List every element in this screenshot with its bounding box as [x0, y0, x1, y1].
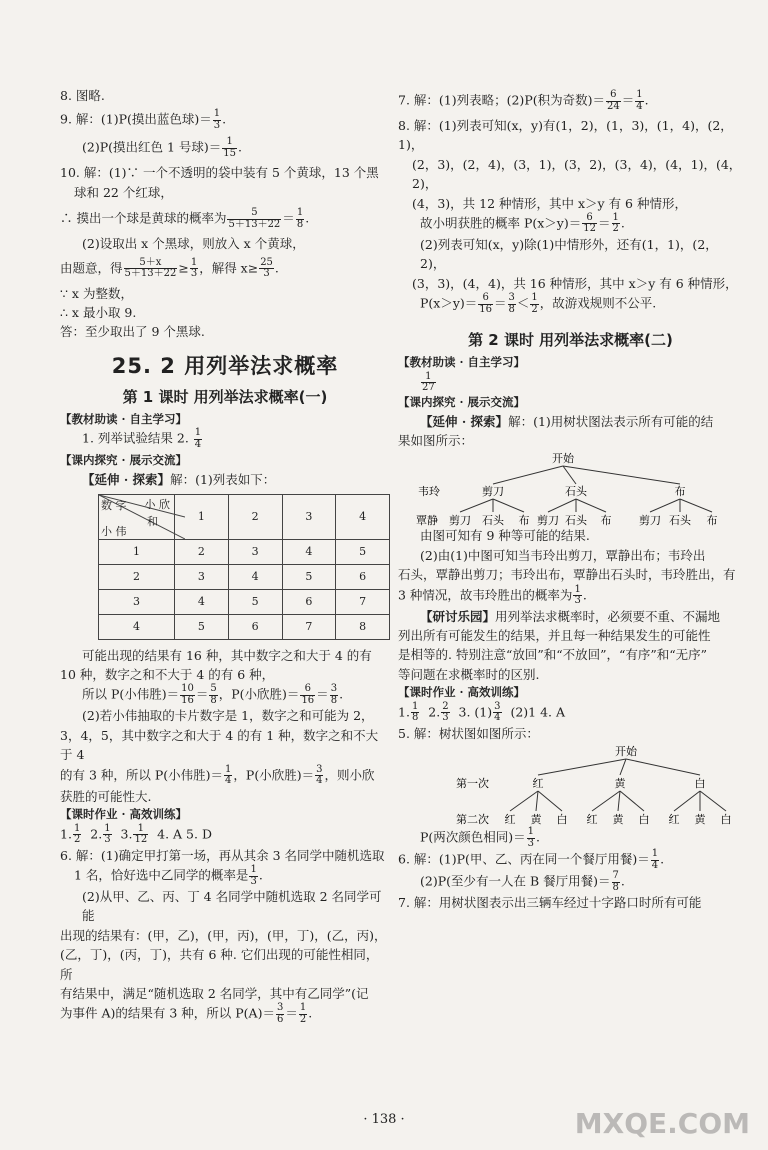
answer-6-line7: 为事件 A)的结果有 3 种，所以 P(A)＝ $\frac{3}{6}$ ＝ $\frac{1}{2}$ .	[60, 1002, 313, 1025]
answer-8-line3: (4，3)，共 12 种情形，其中 x＞y 有 6 种情形，	[412, 195, 687, 211]
explore2-line1	[398, 412, 743, 431]
fraction: $\frac{1}{12}$	[134, 822, 148, 846]
text: 为事件 A)的结果有 3 种，所以 P(A)＝	[60, 1005, 275, 1021]
table-header-cell: 1	[175, 494, 229, 539]
text: 6. 解：(1)P(甲、乙、丙在同一个餐厅用餐)＝	[398, 851, 650, 867]
table-cell: 6	[336, 564, 390, 589]
table-cell: 6	[228, 614, 282, 639]
fraction: $\frac{5}{8}$	[210, 683, 217, 706]
tree-leaf: 石头	[482, 514, 504, 527]
explore-line2: 10 种，数字之和不大于 4 的有 6 种，	[60, 667, 275, 682]
text: (2)P(至少有一人在 B 餐厅用餐)＝	[420, 873, 611, 889]
table-cell: 3	[175, 564, 229, 589]
row-label: 3	[99, 589, 175, 614]
tree-leaf: 红	[504, 813, 516, 827]
text: 7. 解：(1)列表略；(2)P(积为奇数)＝	[398, 92, 605, 108]
answer-8-line1: 8. 解：(1)列表可知(x，y)有(1，2)，(1，3)，(1，4)，(2，1)，	[398, 118, 733, 153]
fraction: $\frac{3}{4}$	[316, 763, 323, 786]
row-label: 1	[99, 539, 175, 564]
table-header-cell: 2	[228, 494, 282, 539]
fraction: $\frac{6}{12}$	[583, 211, 596, 235]
table-header-cell: 4	[336, 494, 390, 539]
tree-leaf: 红	[586, 813, 598, 827]
corner-label: 数 字	[101, 498, 127, 512]
corner-label: 和	[147, 514, 158, 528]
answer-6-line5: (乙，丁)，(丙，丁)，共有 6 种. 它们出现的可能性相同，所	[60, 947, 379, 982]
fraction: $\frac{5}{5+13+22}$	[228, 207, 281, 230]
fraction: $\frac{6}{24}$	[606, 89, 620, 112]
level2-label: 第二次	[456, 813, 489, 827]
answer-8-line7: P(x＞y)＝ $\frac{6}{16}$ ＝ $\frac{3}{8}$ ＜ $\frac{1}{2}$ ，故游戏规则不公平.	[420, 292, 657, 315]
fraction: $\frac{3}{6}$	[276, 1002, 284, 1025]
fraction: $\frac{3}{4}$	[494, 700, 501, 724]
lesson2-answer	[398, 372, 743, 394]
table-cell: 6	[282, 589, 336, 614]
answer-5-result: P(两次颜色相同)＝ $\frac{1}{3}$ .	[420, 826, 541, 849]
explore2-line3: 由图可知有 9 种等可能的结果.	[420, 528, 590, 544]
table-cell: 8	[336, 614, 390, 639]
tree-leaf: 白	[638, 813, 650, 827]
left-column	[60, 80, 390, 1025]
explore-line5: 3，4，5，其中数字之和大于 4 的有 1 种，数字之和不大于 4	[60, 727, 379, 763]
explore-line4: (2)若小伟抽取的卡片数字是 1，数字之和可能为 2，	[82, 708, 374, 724]
tree-leaf: 布	[518, 514, 530, 527]
tree-node: 黄	[614, 777, 626, 791]
table-cell: 4	[175, 589, 229, 614]
tree-leaf: 剪刀	[449, 514, 471, 527]
fraction: $\frac{5+x}{5+13+22}$	[124, 256, 177, 279]
answer-8: 8. 图略.	[60, 88, 105, 103]
fraction: $\frac{1}{15}$	[223, 136, 237, 159]
tag-homework: 【课时作业 · 高效训练】	[60, 806, 188, 821]
answer-10-line7: ∴ x 最小取 9.	[60, 304, 137, 320]
fraction: $\frac{1}{3}$	[104, 822, 111, 846]
explore-intro	[60, 470, 390, 489]
answer-8-line5: (2)列表可知(x，y)除(1)中情形外，还有(1，1)，(2，2)，	[420, 236, 718, 272]
tag-homework-2: 【课时作业 · 高效训练】	[398, 685, 526, 699]
answer-6-line4: 出现的结果有：(甲，乙)，(甲，丙)，(甲，丁)，(乙，丙)，	[60, 927, 387, 943]
text: P(两次颜色相同)＝	[420, 829, 526, 845]
text: 1 名，恰好选中乙同学的概率是	[74, 867, 249, 883]
label: 【研讨乐园】	[420, 608, 496, 624]
answer-5: 5. 解：树状图如图所示：	[398, 725, 539, 741]
text: 解：(1)用树状图法表示所有可能的结	[508, 413, 714, 429]
answer-6-line3: (2)从甲、乙、丙、丁 4 名同学中随机选取 2 名同学可能	[82, 889, 382, 924]
text: 1. 列举试验结果 2.	[82, 430, 189, 446]
answer-8-line4: 故小明获胜的概率 P(x＞y)＝ $\frac{6}{12}$ ＝ $\frac{1}{2}$ .	[420, 211, 625, 235]
fraction: $\frac{6}{16}$	[301, 683, 315, 706]
fraction: $\frac{1}{3}$	[213, 108, 221, 131]
table-corner	[99, 494, 175, 539]
fraction: $\frac{1}{2}$	[531, 292, 538, 315]
tree-leaf: 石头	[565, 514, 587, 527]
answer-10-line5: 由题意，得 $\frac{5+x}{5+13+22}$ ≥ $\frac{1}{3}$ ，解得 x≥ $\frac{25}{3}$ .	[60, 256, 279, 279]
answer-6-line2: 1 名，恰好选中乙同学的概率是 $\frac{1}{3}$ .	[74, 864, 263, 887]
text: 的有 3 种，所以 P(小伟胜)＝	[60, 767, 224, 782]
label: 【延伸 · 探索】	[82, 472, 171, 488]
answer-10-line6: ∵ x 为整数，	[60, 285, 133, 301]
fraction: $\frac{6}{16}$	[479, 292, 493, 315]
explore2-line6: 3 种情况，故韦玲胜出的概率为 $\frac{1}{3}$ .	[398, 583, 587, 606]
text: 解：(1)列表如下：	[170, 472, 276, 488]
explore-line3: 所以 P(小伟胜)＝ $\frac{10}{16}$ ＝ $\frac{5}{8}$ ，P(小欣胜)＝ $\frac{6}{16}$ ＝ $\frac{3}{8}$ .	[82, 683, 344, 706]
fraction: $\frac{1}{2}$	[73, 822, 81, 846]
fraction: $\frac{1}{2}$	[612, 211, 619, 235]
answer-8-line2: (2，3)，(2，4)，(3，1)，(3，2)，(3，4)，(4，1)，(4，2)，	[412, 156, 742, 192]
table-header-cell: 3	[282, 494, 336, 539]
explore-line1: 可能出现的结果有 16 种，其中数字之和大于 4 的有	[82, 647, 372, 663]
text: 所以 P(小伟胜)＝	[82, 686, 180, 702]
text: 9. 解：(1)P(摸出蓝色球)＝	[60, 111, 212, 127]
tree-root: 开始	[615, 745, 637, 759]
answer-6r-line1: 6. 解：(1)P(甲、乙、丙在同一个餐厅用餐)＝ $\frac{1}{4}$ .	[398, 848, 665, 871]
fraction: $\frac{1}{3}$	[574, 583, 581, 606]
watermark: MXQE.COM	[574, 1107, 750, 1140]
answer-6r-line2: (2)P(至少有一人在 B 餐厅用餐)＝ $\frac{7}{8}$ .	[420, 870, 625, 893]
tree-node: 白	[694, 777, 706, 791]
homework2-answers: 1. $\frac{1}{8}$ 2. $\frac{2}{3}$ 3. (1) $\frac{3}{4}$ (2)1 4. A	[398, 700, 566, 724]
table-cell: 5	[282, 564, 336, 589]
table-cell: 7	[282, 614, 336, 639]
tree-leaf: 布	[600, 514, 612, 527]
explore2-line2: 果如图所示：	[398, 433, 474, 448]
corner-label: 小 伟	[101, 524, 127, 538]
tree-leaf: 黄	[612, 813, 624, 827]
text: 由题意，得	[60, 260, 123, 275]
level1-label: 第一次	[456, 777, 489, 791]
text: 3 种情况，故韦玲胜出的概率为	[398, 587, 573, 602]
text: (2)P(摸出红色 1 号球)＝	[82, 139, 222, 155]
table-cell: 3	[228, 539, 282, 564]
tag-textbook-2: 【教材助读 · 自主学习】	[398, 355, 526, 369]
discussion-line4: 等问题在求概率时的区别.	[398, 666, 540, 682]
table-row	[99, 539, 390, 564]
fraction: $\frac{1}{8}$	[296, 207, 304, 230]
tree-root: 开始	[552, 452, 574, 466]
text: ∴ 摸出一个球是黄球的概率为	[60, 210, 227, 226]
fraction: $\frac{1}{4}$	[225, 763, 232, 786]
table-row	[99, 564, 390, 589]
fraction: $\frac{10}{16}$	[181, 683, 194, 706]
explore2-line5: 石头，覃静出剪刀；韦玲出布，覃静出石头时，韦玲胜出，有	[398, 567, 736, 583]
answer-10-line3: ∴ 摸出一个球是黄球的概率为 $\frac{5}{5+13+22}$ ＝ $\frac{1}{8}$ .	[60, 207, 310, 230]
corner-label: 小 欣	[144, 497, 171, 511]
table-cell: 5	[336, 539, 390, 564]
fraction: $\frac{7}{8}$	[612, 870, 619, 893]
sum-table	[98, 494, 390, 640]
tag-explore-2: 【课内探究 · 展示交流】	[398, 394, 526, 409]
tree-node: 石头	[565, 485, 587, 499]
table-row	[99, 589, 390, 614]
fraction: $\frac{1}{8}$	[411, 700, 419, 724]
row-label: 2	[99, 564, 175, 589]
section-title: 25. 2 用列举法求概率	[111, 353, 339, 378]
answer-9-part2: (2)P(摸出红色 1 号球)＝ $\frac{1}{15}$ .	[82, 136, 242, 159]
lesson-2-title: 第 2 课时 用列举法求概率(二)	[468, 331, 673, 349]
fraction: $\frac{1}{4}$	[651, 848, 659, 871]
row-label: 4	[99, 614, 175, 639]
table-cell: 2	[175, 539, 229, 564]
explore-line7: 获胜的可能性大.	[60, 788, 152, 804]
fraction: $\frac{2}{3}$	[442, 700, 449, 724]
tree-leaf: 白	[720, 813, 732, 827]
tree-node: 布	[674, 485, 686, 499]
tree-leaf: 红	[668, 813, 680, 827]
lesson1-answers	[60, 428, 390, 450]
tree-leaf: 白	[556, 813, 568, 827]
answer-6-line1: 6. 解：(1)确定甲打第一场，再从其余 3 名同学中随机选取	[60, 847, 385, 863]
fraction: $\frac{3}{8}$	[508, 292, 515, 315]
answer-10-line8: 答：至少取出了 9 个黑球.	[60, 324, 205, 340]
discussion-line2: 列出所有可能发生的结果，并且每一种结果发生的可能性	[398, 627, 711, 643]
homework-answers: 1. $\frac{1}{2}$ 2. $\frac{1}{3}$ 3. $\frac{1}{12}$ 4. A 5. D	[60, 822, 212, 846]
tree-node: 红	[532, 777, 544, 791]
tree-leaf: 剪刀	[537, 514, 559, 527]
label: 【延伸 · 探索】	[420, 413, 509, 429]
fraction: $\frac{1}{4}$	[194, 427, 202, 450]
table-row	[99, 614, 390, 639]
tree-diagram-colors	[398, 743, 743, 827]
table-cell: 5	[175, 614, 229, 639]
answer-10-line2: 球和 22 个红球，	[74, 184, 173, 200]
explore2-line4: (2)由(1)中图可知当韦玲出剪刀，覃静出布；韦玲出	[420, 547, 706, 563]
tree-leaf: 石头	[669, 514, 691, 527]
fraction: $\frac{1}{27}$	[422, 370, 435, 394]
level2-label: 覃静	[416, 514, 438, 527]
tree-node: 剪刀	[482, 485, 504, 499]
table-cell: 5	[228, 589, 282, 614]
page-number: · 138 ·	[363, 1112, 405, 1127]
table-cell: 4	[282, 539, 336, 564]
answer-10-line4: (2)设取出 x 个黑球，则放入 x 个黄球，	[82, 236, 305, 252]
text: 故小明获胜的概率 P(x＞y)＝	[420, 215, 582, 231]
answer-9-part1: 9. 解：(1)P(摸出蓝色球)＝ $\frac{1}{3}$ .	[60, 108, 227, 131]
tree-leaf: 黄	[530, 813, 542, 827]
lesson-1-title: 第 1 课时 用列举法求概率(一)	[122, 387, 328, 406]
answer-6-line6: 有结果中，满足“随机选取 2 名同学，其中有乙同学”(记	[60, 985, 369, 1001]
text: P(x＞y)＝	[420, 295, 478, 311]
tree-diagram-rps	[398, 450, 743, 526]
fraction: $\frac{1}{3}$	[250, 864, 257, 887]
fraction: $\frac{1}{4}$	[636, 89, 643, 112]
tree-leaf: 黄	[694, 813, 706, 827]
discussion-line3: 是相等的. 特别注意“放回”和“不放回”，“有序”和“无序”	[398, 647, 708, 663]
fraction: $\frac{25}{3}$	[260, 256, 273, 279]
tag-explore: 【课内探究 · 展示交流】	[60, 453, 188, 468]
table-cell: 7	[336, 589, 390, 614]
tree-leaf: 布	[706, 514, 718, 527]
fraction: $\frac{1}{2}$	[299, 1002, 307, 1025]
right-column	[398, 90, 743, 913]
tree-leaf: 剪刀	[639, 514, 661, 527]
text: 用列举法求概率时，必须要不重、不漏地	[495, 608, 721, 624]
fraction: $\frac{1}{3}$	[190, 256, 198, 279]
answer-10-line1: 10. 解：(1)∵ 一个不透明的袋中装有 5 个黄球，13 个黑	[60, 165, 379, 181]
answer-7: 7. 解：(1)列表略；(2)P(积为奇数)＝ $\frac{6}{24}$ ＝ $\frac{1}{4}$ .	[398, 89, 649, 112]
level1-label: 韦玲	[418, 485, 440, 499]
table-cell: 4	[228, 564, 282, 589]
fraction: $\frac{3}{8}$	[330, 683, 338, 706]
discussion-line1	[398, 607, 743, 626]
tag-textbook: 【教材助读 · 自主学习】	[60, 411, 188, 426]
explore-line6: 的有 3 种，所以 P(小伟胜)＝ $\frac{1}{4}$ ，P(小欣胜)＝ $\frac{3}{4}$ ，则小欣	[60, 763, 375, 786]
fraction: $\frac{1}{3}$	[527, 826, 535, 849]
answer-7r: 7. 解：用树状图表示出三辆车经过十字路口时所有可能	[398, 895, 702, 911]
answer-8-line6: (3，3)，(4，4)，共 16 种情形，其中 x＞y 有 6 种情形，	[412, 275, 738, 291]
